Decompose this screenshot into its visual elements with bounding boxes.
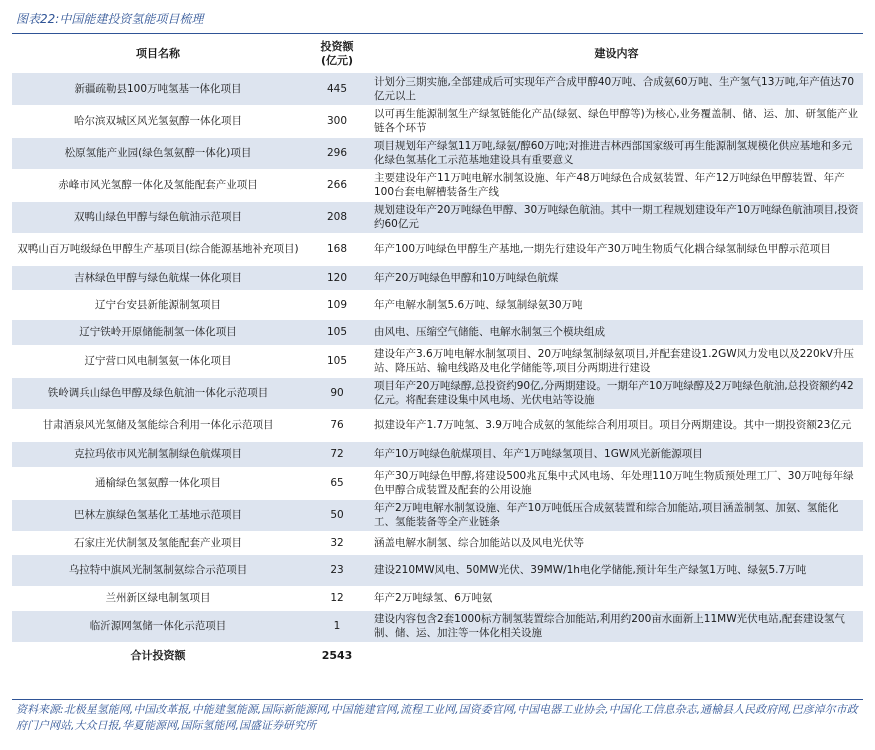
project-table	[12, 35, 863, 670]
content-cell: 年产电解水制氢5.6万吨、绿氢制绿氨30万吨	[370, 290, 863, 319]
investment-cell: 65	[304, 467, 370, 499]
table-row	[12, 169, 863, 201]
investment-cell: 32	[304, 531, 370, 554]
table-row	[12, 233, 863, 265]
bottom-divider	[12, 699, 863, 700]
header-project-name: 项目名称	[12, 35, 304, 73]
content-cell: 主要建设年产11万吨电解水制氢设施、年产48万吨绿色合成氨装置、年产12万吨绿色甲醇装置、年产100台套电解槽装备生产线	[370, 169, 863, 201]
table-row	[12, 345, 863, 377]
investment-cell: 12	[304, 586, 370, 610]
investment-cell: 50	[304, 499, 370, 531]
project-name-cell: 双鸭山百万吨级绿色甲醇生产基项目(综合能源基地补充项目)	[12, 233, 304, 265]
content-cell: 项目规划年产绿氢11万吨,绿氨/醇60万吨;对推进吉林西部国家级可再生能源制氢规模化供应基地和多元化绿色氢基化工示范基地建设具有重要意义	[370, 137, 863, 169]
figure-title: 图表22:中国能建投资氢能项目梳理	[16, 12, 204, 26]
table-row	[12, 409, 863, 441]
investment-cell: 105	[304, 345, 370, 377]
content-cell: 建设内容包含2套1000标方制氢装置综合加能站,利用约200亩水面新上11MW光伏电站,配套建设氢气制、储、运、加注等一体化相关设施	[370, 610, 863, 642]
table-row	[12, 441, 863, 467]
investment-cell: 208	[304, 201, 370, 233]
title-divider	[12, 33, 863, 34]
content-cell: 以可再生能源制氢生产绿氢链能化产品(绿氨、绿色甲醇等)为核心,业务覆盖制、储、运、加、研氢能产业链各个环节	[370, 105, 863, 137]
content-cell: 拟建设年产1.7万吨氢、3.9万吨合成氨的氢能综合利用项目。项目分两期建设。其中一期投资额23亿元	[370, 409, 863, 441]
content-cell: 年产20万吨绿色甲醇和10万吨绿色航煤	[370, 265, 863, 290]
project-name-cell: 辽宁台安县新能源制氢项目	[12, 290, 304, 319]
investment-cell: 296	[304, 137, 370, 169]
investment-cell: 109	[304, 290, 370, 319]
content-cell: 建设年产3.6万吨电解水制氢项目、20万吨绿氢制绿氨项目,并配套建设1.2GW风力发电以及220kV升压站、降压站、输电线路及电化学储能等,项目分两期进行建设	[370, 345, 863, 377]
table-row	[12, 554, 863, 586]
table-header	[12, 35, 863, 73]
project-name-cell: 巴林左旗绿色氢基化工基地示范项目	[12, 499, 304, 531]
source-note: 资料来源:北极星氢能网,中国改革报,中能建氢能源,国际新能源网,中国能建官网,流程工业网,国资委官网,中国电器工业协会,中国化工信息杂志,通榆县人民政府网,巴彦淖尔市政府门户网站,大众日报,华夏能源网,国际氢能网,国盛证券研究所	[16, 703, 858, 732]
project-name-cell: 乌拉特中旗风光制氢制氨综合示范项目	[12, 554, 304, 586]
total-amount: 2543	[304, 642, 370, 669]
header-investment	[304, 35, 370, 73]
project-name-cell: 松原氢能产业园(绿色氢氨醇一体化)项目	[12, 137, 304, 169]
project-name-cell: 克拉玛依市风光制氢制绿色航煤项目	[12, 441, 304, 467]
project-name-cell: 铁岭调兵山绿色甲醇及绿色航油一体化示范项目	[12, 377, 304, 409]
content-cell: 年产30万吨绿色甲醇,将建设500兆瓦集中式风电场、年处理110万吨生物质预处理工厂、30万吨每年绿色甲醇合成装置及配套的公用设施	[370, 467, 863, 499]
content-cell: 年产10万吨绿色航煤项目、年产1万吨绿氢项目、1GW风光新能源项目	[370, 441, 863, 467]
project-name-cell: 兰州新区绿电制氢项目	[12, 586, 304, 610]
content-cell: 规划建设年产20万吨绿色甲醇、30万吨绿色航油。其中一期工程规划建设年产10万吨绿色航油项目,投资约60亿元	[370, 201, 863, 233]
table-row	[12, 201, 863, 233]
header-investment-line2: (亿元)	[320, 54, 354, 67]
project-name-cell: 通榆绿色氢氨醇一体化项目	[12, 467, 304, 499]
table-row	[12, 73, 863, 105]
content-cell: 由风电、压缩空气储能、电解水制氢三个模块组成	[370, 319, 863, 345]
table-row	[12, 319, 863, 345]
investment-cell: 266	[304, 169, 370, 201]
table-row	[12, 531, 863, 554]
investment-cell: 120	[304, 265, 370, 290]
table-row	[12, 499, 863, 531]
table-row	[12, 467, 863, 499]
project-name-cell: 双鸭山绿色甲醇与绿色航油示范项目	[12, 201, 304, 233]
investment-cell: 90	[304, 377, 370, 409]
project-name-cell: 新疆疏勒县100万吨氢基一体化项目	[12, 73, 304, 105]
project-name-cell: 临沂源网氢储一体化示范项目	[12, 610, 304, 642]
table-row	[12, 137, 863, 169]
project-name-cell: 哈尔滨双城区风光氢氨醇一体化项目	[12, 105, 304, 137]
content-cell: 年产2万吨绿氢、6万吨氨	[370, 586, 863, 610]
total-row	[12, 642, 863, 669]
table-row	[12, 265, 863, 290]
total-label: 合计投资额	[12, 642, 304, 669]
project-name-cell: 辽宁营口风电制氢氨一体化项目	[12, 345, 304, 377]
total-empty	[370, 642, 863, 669]
investment-cell: 445	[304, 73, 370, 105]
content-cell: 年产2万吨电解水制氢设施、年产10万吨低压合成氨装置和综合加能站,项目涵盖制氢、加氨、氢能化工、氢能装备等全产业链条	[370, 499, 863, 531]
investment-cell: 168	[304, 233, 370, 265]
content-cell: 涵盖电解水制氢、综合加能站以及风电光伏等	[370, 531, 863, 554]
project-name-cell: 吉林绿色甲醇与绿色航煤一体化项目	[12, 265, 304, 290]
content-cell: 年产100万吨绿色甲醇生产基地,一期先行建设年产30万吨生物质气化耦合绿氢制绿色甲醇示范项目	[370, 233, 863, 265]
table-row	[12, 290, 863, 319]
investment-cell: 72	[304, 441, 370, 467]
table-row	[12, 105, 863, 137]
content-cell: 计划分三期实施,全部建成后可实现年产合成甲醇40万吨、合成氨60万吨、生产氢气13万吨,年产值达70亿元以上	[370, 73, 863, 105]
table-row	[12, 377, 863, 409]
investment-cell: 300	[304, 105, 370, 137]
investment-cell: 76	[304, 409, 370, 441]
project-name-cell: 甘肃酒泉风光氢储及氢能综合利用一体化示范项目	[12, 409, 304, 441]
project-name-cell: 石家庄光伏制氢及氢能配套产业项目	[12, 531, 304, 554]
content-cell: 项目年产20万吨绿醇,总投资约90亿,分两期建设。一期年产10万吨绿醇及2万吨绿色航油,总投资额约42亿元。将配套建设集中风电场、光伏电站等设施	[370, 377, 863, 409]
project-name-cell: 赤峰市风光氢醇一体化及氢能配套产业项目	[12, 169, 304, 201]
project-name-cell: 辽宁铁岭开原储能制氢一体化项目	[12, 319, 304, 345]
investment-cell: 23	[304, 554, 370, 586]
header-content: 建设内容	[370, 35, 863, 73]
content-cell: 建设210MW风电、50MW光伏、39MW/1h电化学储能,预计年生产绿氢1万吨、绿氨5.7万吨	[370, 554, 863, 586]
investment-cell: 105	[304, 319, 370, 345]
table-row	[12, 610, 863, 642]
investment-cell: 1	[304, 610, 370, 642]
header-investment-line1: 投资额	[320, 40, 354, 53]
table-row	[12, 586, 863, 610]
